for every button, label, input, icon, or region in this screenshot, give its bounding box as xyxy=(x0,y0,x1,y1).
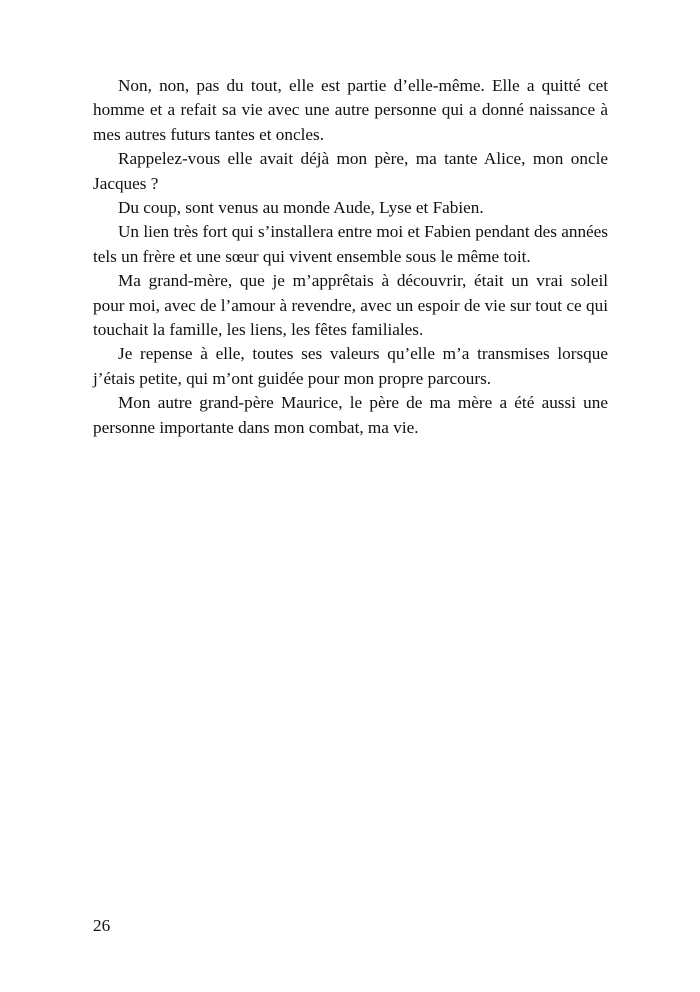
paragraph-3: Du coup, sont venus au monde Aude, Lyse et Fabien. xyxy=(118,198,484,218)
paragraph-5: Ma grand-mère, que je m’apprêtais à découvrir, était un vrai soleil pour moi, avec de l’amour à revendre, avec un espoir de vie sur tout ce qui touchait la famille, les liens, les fêtes familiales. xyxy=(93,271,608,340)
paragraph-6: Je repense à elle, toutes ses valeurs qu’elle m’a transmises lorsque j’étais petite, qui m’ont guidée pour mon propre parcours. xyxy=(93,344,608,388)
paragraph-7: Mon autre grand-père Maurice, le père de ma mère a été aussi une personne importante dans mon combat, ma vie. xyxy=(93,393,608,437)
paragraph-4: Un lien très fort qui s’installera entre moi et Fabien pendant des années tels un frère et une sœur qui vivent ensemble sous le même toit. xyxy=(93,222,608,266)
paragraph-2: Rappelez-vous elle avait déjà mon père, ma tante Alice, mon oncle Jacques ? xyxy=(93,149,608,193)
paragraph-1: Non, non, pas du tout, elle est partie d’elle-même. Elle a quitté cet homme et a refait sa vie avec une autre personne qui a donné naissance à mes autres futurs tantes et oncles. xyxy=(93,76,608,144)
body-text xyxy=(93,74,608,440)
page-number: 26 xyxy=(93,916,111,935)
